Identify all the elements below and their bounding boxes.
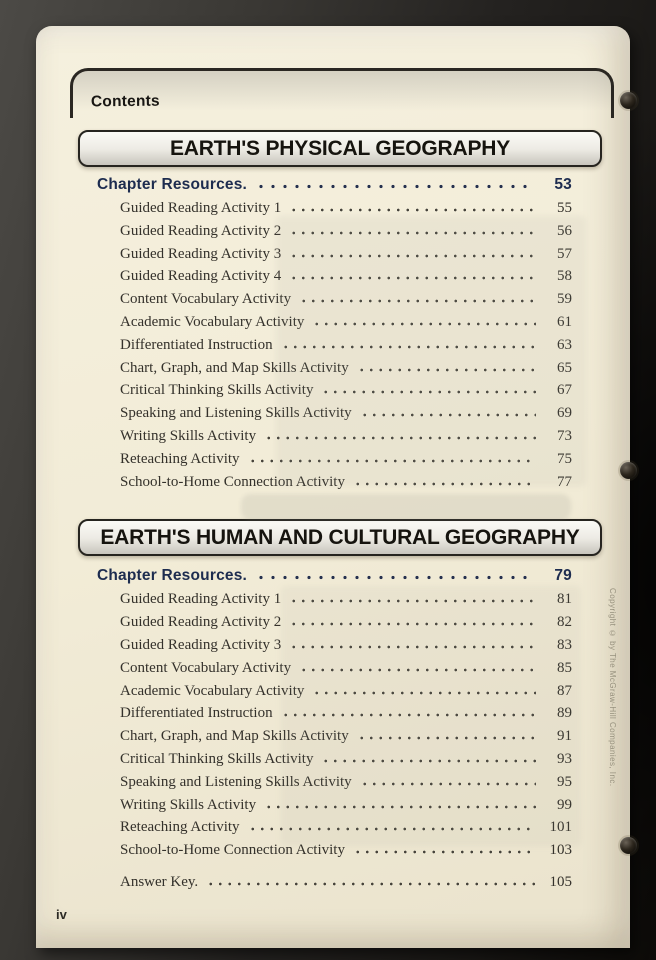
toc-entry-title: Reteaching Activity xyxy=(120,819,240,836)
toc-entry xyxy=(36,311,630,334)
toc-entry xyxy=(36,425,630,448)
toc-entry-page: 91 xyxy=(557,728,572,745)
toc-entry xyxy=(36,197,630,220)
toc-entry-title: Guided Reading Activity 4 xyxy=(120,268,282,285)
book-page xyxy=(36,26,630,948)
section-banner-physical-geography: EARTH'S PHYSICAL GEOGRAPHY xyxy=(78,130,602,167)
toc-entry xyxy=(36,265,630,288)
toc-entry-title: Chart, Graph, and Map Skills Activity xyxy=(120,728,349,745)
page-number: iv xyxy=(56,907,67,922)
toc-entry xyxy=(36,288,630,311)
toc-entry-page: 79 xyxy=(554,567,572,585)
toc-section-2-items xyxy=(36,588,630,862)
toc-entry-title: Critical Thinking Skills Activity xyxy=(120,382,314,399)
dot-leader xyxy=(353,839,536,854)
toc-entry xyxy=(36,471,630,494)
dot-leader xyxy=(248,816,536,831)
binder-hole xyxy=(620,92,637,109)
copyright-sidebar-text: Copyright © by The McGraw-Hill Companies, Inc. xyxy=(608,588,617,787)
bleedthrough-ghost xyxy=(241,494,571,520)
toc-entry-page: 83 xyxy=(557,636,572,653)
toc-entry-title: Academic Vocabulary Activity xyxy=(120,313,305,330)
dot-leader xyxy=(312,311,536,326)
contents-label: Contents xyxy=(90,92,160,111)
dot-leader xyxy=(357,725,536,740)
toc-entry-title: Chart, Graph, and Map Skills Activity xyxy=(120,359,349,376)
toc-entry-page: 65 xyxy=(557,359,572,376)
toc-entry xyxy=(36,611,630,634)
dot-leader xyxy=(353,471,536,486)
toc-entry-title: Speaking and Listening Skills Activity xyxy=(120,405,352,422)
toc-entry xyxy=(36,379,630,402)
toc-entry xyxy=(36,634,630,657)
dot-leader xyxy=(289,611,536,626)
toc-entry xyxy=(36,748,630,771)
dot-leader xyxy=(264,794,536,809)
toc-entry-title: School-to-Home Connection Activity xyxy=(120,473,345,490)
toc-entry xyxy=(36,771,630,794)
dot-leader xyxy=(248,448,536,463)
toc-entry xyxy=(36,220,630,243)
toc-entry-page: 87 xyxy=(557,682,572,699)
toc-chapter-resources-entry xyxy=(36,173,630,197)
toc-entry xyxy=(36,702,630,725)
toc-entry-page: 61 xyxy=(557,313,572,330)
toc-entry-title: Academic Vocabulary Activity xyxy=(120,682,305,699)
dot-leader xyxy=(321,379,536,394)
toc-entry-page: 63 xyxy=(557,336,572,353)
toc-entry-page: 101 xyxy=(549,819,572,836)
dot-leader xyxy=(299,288,536,303)
dot-leader xyxy=(299,657,536,672)
section-banner-human-cultural-geography: EARTH'S HUMAN AND CULTURAL GEOGRAPHY xyxy=(78,519,602,556)
toc-entry-page: 56 xyxy=(557,222,572,239)
toc-answer-key-entry xyxy=(36,870,630,894)
dot-leader xyxy=(289,197,536,212)
dot-leader xyxy=(289,265,536,280)
dot-leader xyxy=(289,220,536,235)
toc-entry-title: Writing Skills Activity xyxy=(120,427,257,444)
contents-header-frame xyxy=(70,68,614,118)
toc-entry-page: 89 xyxy=(557,705,572,722)
toc-entry-title: Content Vocabulary Activity xyxy=(120,659,292,676)
toc-entry-title: Chapter Resources. xyxy=(97,567,248,585)
dot-leader xyxy=(255,174,532,190)
toc-entry xyxy=(36,357,630,380)
toc-entry-page: 75 xyxy=(557,450,572,467)
binder-hole xyxy=(620,462,637,479)
toc-entry-title: Answer Key. xyxy=(120,873,199,890)
toc-entry xyxy=(36,243,630,266)
toc-entry-page: 53 xyxy=(554,176,572,193)
toc-entry-page: 99 xyxy=(557,796,572,813)
toc-entry-title: Differentiated Instruction xyxy=(120,705,273,722)
toc-entry xyxy=(36,657,630,680)
toc-entry-page: 105 xyxy=(549,873,572,890)
dot-leader xyxy=(357,357,536,372)
toc-entry-page: 85 xyxy=(557,659,572,676)
toc-entry xyxy=(36,588,630,611)
dot-leader xyxy=(360,402,536,417)
toc-entry-title: Guided Reading Activity 3 xyxy=(120,245,282,262)
toc-entry-title: Guided Reading Activity 2 xyxy=(120,614,282,631)
dot-leader xyxy=(312,680,536,695)
dot-leader xyxy=(289,634,536,649)
toc-entry-title: Guided Reading Activity 1 xyxy=(120,200,282,216)
toc-entry-page: 81 xyxy=(557,591,572,608)
toc-entry xyxy=(36,334,630,357)
toc-section-1-items xyxy=(36,197,630,493)
toc-entry-page: 82 xyxy=(557,614,572,631)
toc-entry-title: School-to-Home Connection Activity xyxy=(120,842,345,859)
dot-leader xyxy=(281,334,536,349)
toc-entry-title: Critical Thinking Skills Activity xyxy=(120,750,314,767)
toc-entry-page: 69 xyxy=(557,405,572,422)
toc-entry-title: Chapter Resources. xyxy=(97,176,248,193)
binder-hole xyxy=(620,837,637,854)
toc-entry-title: Differentiated Instruction xyxy=(120,336,273,353)
toc-entry xyxy=(36,448,630,471)
toc-entry-title: Reteaching Activity xyxy=(120,450,240,467)
toc-entry-page: 93 xyxy=(557,750,572,767)
toc-entry-title: Writing Skills Activity xyxy=(120,796,257,813)
dot-leader xyxy=(206,871,536,886)
toc-entry-page: 55 xyxy=(557,200,572,216)
toc-entry xyxy=(36,839,630,862)
toc-entry xyxy=(36,680,630,703)
toc-entry-title: Speaking and Listening Skills Activity xyxy=(120,773,352,790)
dot-leader xyxy=(289,588,536,603)
dot-leader xyxy=(289,243,536,258)
dot-leader xyxy=(321,748,536,763)
toc-chapter-resources-entry xyxy=(36,564,630,588)
dot-leader xyxy=(264,425,536,440)
dot-leader xyxy=(281,702,536,717)
toc-entry-title: Guided Reading Activity 2 xyxy=(120,222,282,239)
toc-entry xyxy=(36,402,630,425)
toc-entry-page: 73 xyxy=(557,427,572,444)
toc-entry-page: 77 xyxy=(557,473,572,490)
dot-leader xyxy=(255,565,532,581)
toc-entry-page: 67 xyxy=(557,382,572,399)
toc-entry-page: 59 xyxy=(557,291,572,308)
toc-entry-page: 103 xyxy=(549,842,572,859)
toc-entry-title: Content Vocabulary Activity xyxy=(120,291,292,308)
dot-leader xyxy=(360,771,536,786)
toc-entry-page: 57 xyxy=(557,245,572,262)
toc-entry-page: 58 xyxy=(557,268,572,285)
toc-entry xyxy=(36,725,630,748)
toc-entry-title: Guided Reading Activity 3 xyxy=(120,636,282,653)
toc-entry xyxy=(36,794,630,817)
toc-entry xyxy=(36,816,630,839)
toc-entry-page: 95 xyxy=(557,773,572,790)
toc-entry-title: Guided Reading Activity 1 xyxy=(120,591,282,608)
